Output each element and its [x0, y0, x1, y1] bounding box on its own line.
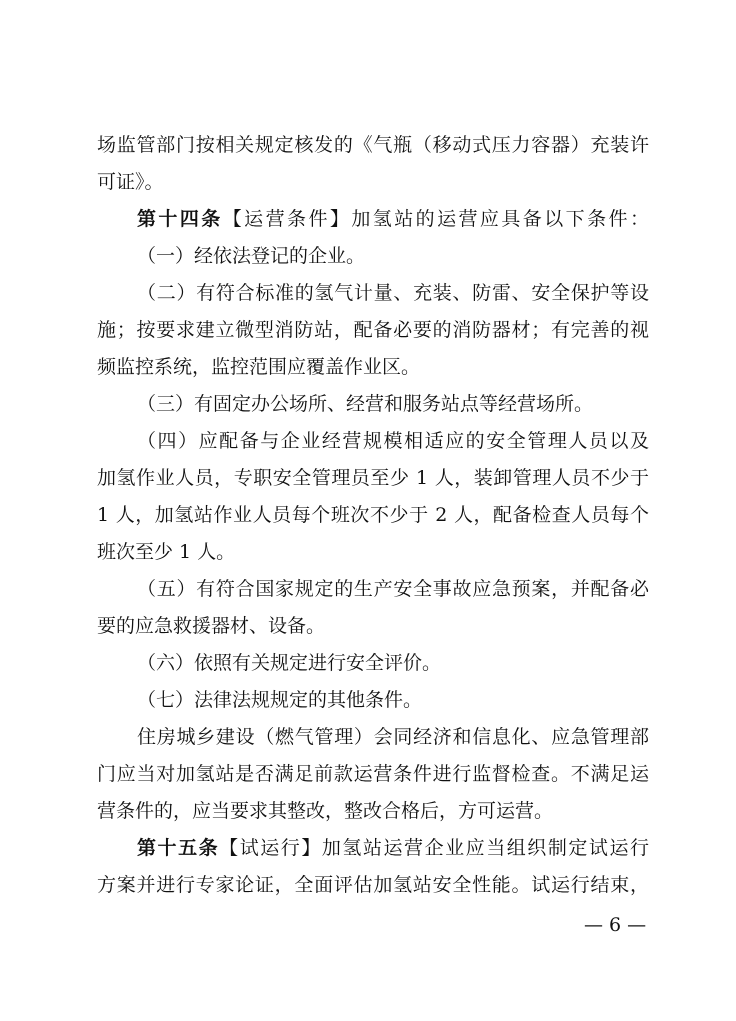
text-line: （一）经依法登记的企业。	[137, 245, 366, 267]
text-line: 加氢作业人员，专职安全管理员至少 1 人，装卸管理人员不少于	[97, 467, 649, 489]
text-line: （七）法律法规规定的其他条件。	[137, 689, 423, 711]
text-line: 场监管部门按相关规定核发的《气瓶（移动式压力容器）充装许	[97, 134, 649, 156]
article-text: 【试运行】加氢站运营企业应当组织制定试运行	[219, 837, 649, 859]
text-line: 营条件的，应当要求其整改，整改合格后，方可运营。	[97, 800, 554, 822]
page-number: — 6 —	[584, 914, 647, 936]
article-15-line	[137, 835, 649, 861]
article-number: 第十四条	[137, 208, 223, 230]
article-14-line	[137, 206, 649, 232]
text-line: 1 人，加氢站作业人员每个班次不少于 2 人，配备检查人员每个	[97, 504, 649, 526]
text-line: 住房城乡建设（燃气管理）会同经济和信息化、应急管理部	[137, 726, 649, 748]
text-line: （二）有符合标准的氢气计量、充装、防雷、安全保护等设	[137, 282, 649, 304]
article-text: 【运营条件】加氢站的运营应具备以下条件：	[222, 208, 649, 230]
text-line: 门应当对加氢站是否满足前款运营条件进行监督检查。不满足运	[97, 763, 649, 785]
text-line: （六）依照有关规定进行安全评价。	[137, 652, 442, 674]
text-line: （三）有固定办公场所、经营和服务站点等经营场所。	[137, 393, 594, 415]
text-line: 方案并进行专家论证，全面评估加氢站安全性能。试运行结束，	[97, 874, 649, 896]
article-number: 第十五条	[137, 837, 220, 859]
text-line: 要的应急救援器材、设备。	[97, 615, 326, 637]
text-line: 频监控系统，监控范围应覆盖作业区。	[97, 356, 421, 378]
text-line: （四）应配备与企业经营规模相适应的安全管理人员以及	[137, 430, 649, 452]
text-line: 施；按要求建立微型消防站，配备必要的消防器材；有完善的视	[97, 319, 649, 341]
text-line: （五）有符合国家规定的生产安全事故应急预案，并配备必	[137, 578, 649, 600]
text-line: 班次至少 1 人。	[97, 541, 236, 563]
text-line: 可证》。	[97, 171, 164, 193]
